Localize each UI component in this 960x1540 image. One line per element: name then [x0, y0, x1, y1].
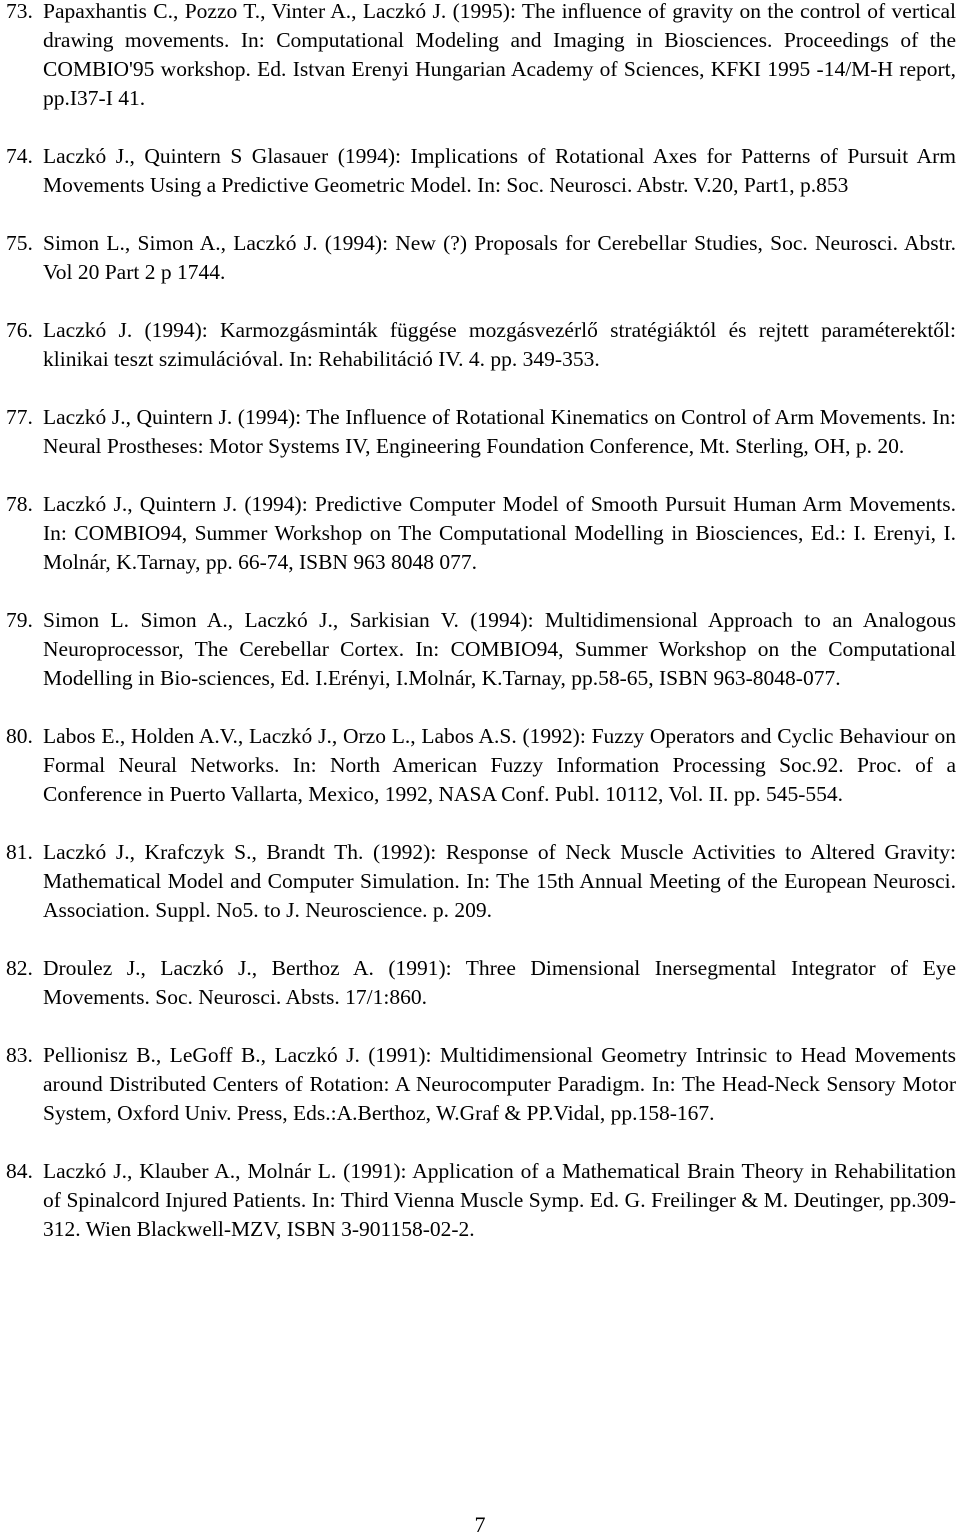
reference-text: Droulez J., Laczkó J., Berthoz A. (1991): Three Dimensional Inersegmental Integrator of Eye Movements. Soc. Neurosci. Absts. 17/1:860.	[43, 956, 956, 1009]
reference-text: Laczkó J., Quintern J. (1994): Predictive Computer Model of Smooth Pursuit Human Arm Movements. In: COMBIO94, Summer Workshop on The Computational Modelling in Biosciences, Ed.: I. Erenyi, I. Molnár, K.Tarnay, pp. 66-74, ISBN 963 8048 077.	[43, 492, 956, 574]
reference-number: 75.	[6, 231, 33, 255]
reference-item	[6, 722, 956, 809]
reference-number: 79.	[6, 608, 33, 632]
reference-text: Laczkó J., Krafczyk S., Brandt Th. (1992): Response of Neck Muscle Activities to Altered Gravity: Mathematical Model and Computer Simulation. In: The 15th Annual Meeting of the European Neurosci. Association. Suppl. No5. to J. Neuroscience. p. 209.	[43, 840, 956, 922]
reference-item	[6, 142, 956, 200]
reference-item	[6, 606, 956, 693]
reference-number: 82.	[6, 956, 33, 980]
reference-text: Labos E., Holden A.V., Laczkó J., Orzo L., Labos A.S. (1992): Fuzzy Operators and Cyclic Behaviour on Formal Neural Networks. In: North American Fuzzy Information Processing Soc.92. Proc. of a Conference in Puerto Vallarta, Mexico, 1992, NASA Conf. Publ. 10112, Vol. II. pp. 545-554.	[43, 724, 956, 806]
reference-text: Laczkó J., Quintern J. (1994): The Influence of Rotational Kinematics on Control of Arm Movements. In: Neural Prostheses: Motor Systems IV, Engineering Foundation Conference, Mt. Sterling, OH, p. 20.	[43, 405, 956, 458]
reference-text: Papaxhantis C., Pozzo T., Vinter A., Laczkó J. (1995): The influence of gravity on the control of vertical drawing movements. In: Computational Modeling and Imaging in Biosciences. Proceedings of the COMBIO'95 workshop. Ed. Istvan Erenyi Hungarian Academy of Sciences, KFKI 1995 -14/M-H report, pp.I37-I 41.	[43, 0, 956, 110]
reference-item	[6, 0, 956, 113]
reference-text: Simon L. Simon A., Laczkó J., Sarkisian V. (1994): Multidimensional Approach to an Analogous Neuroprocessor, The Cerebellar Cortex. In: COMBIO94, Summer Workshop on the Computational Modelling in Bio-sciences, Ed. I.Erényi, I.Molnár, K.Tarnay, pp.58-65, ISBN 963-8048-077.	[43, 608, 956, 690]
reference-text: Laczkó J., Klauber A., Molnár L. (1991): Application of a Mathematical Brain Theory in Rehabilitation of Spinalcord Injured Patients. In: Third Vienna Muscle Symp. Ed. G. Freilinger & M. Deutinger, pp.309-312. Wien Blackwell-MZV, ISBN 3-901158-02-2.	[43, 1159, 956, 1241]
reference-item	[6, 954, 956, 1012]
reference-text: Laczkó J., Quintern S Glasauer (1994): Implications of Rotational Axes for Patterns of Pursuit Arm Movements Using a Predictive Geometric Model. In: Soc. Neurosci. Abstr. V.20, Part1, p.853	[43, 144, 956, 197]
reference-number: 76.	[6, 318, 33, 342]
reference-text: Pellionisz B., LeGoff B., Laczkó J. (1991): Multidimensional Geometry Intrinsic to Head Movements around Distributed Centers of Rotation: A Neurocomputer Paradigm. In: The Head-Neck Sensory Motor System, Oxford Univ. Press, Eds.:A.Berthoz, W.Graf & PP.Vidal, pp.158-167.	[43, 1043, 956, 1125]
reference-item	[6, 490, 956, 577]
reference-list	[6, 0, 956, 1273]
reference-text: Laczkó J. (1994): Karmozgásminták függése mozgásvezérlő stratégiáktól és rejtett paraméterektől: klinikai teszt szimulációval. In: Rehabilitáció IV. 4. pp. 349-353.	[43, 318, 956, 371]
reference-number: 78.	[6, 492, 33, 516]
reference-item	[6, 316, 956, 374]
reference-number: 74.	[6, 144, 33, 168]
reference-number: 80.	[6, 724, 33, 748]
reference-item	[6, 1157, 956, 1244]
reference-item	[6, 403, 956, 461]
reference-number: 83.	[6, 1043, 33, 1067]
reference-item	[6, 1041, 956, 1128]
reference-number: 73.	[6, 0, 33, 23]
reference-number: 84.	[6, 1159, 33, 1183]
reference-number: 77.	[6, 405, 33, 429]
reference-number: 81.	[6, 840, 33, 864]
page-number: 7	[474, 1512, 486, 1537]
reference-item	[6, 229, 956, 287]
reference-item	[6, 838, 956, 925]
reference-text: Simon L., Simon A., Laczkó J. (1994): New (?) Proposals for Cerebellar Studies, Soc. Neurosci. Abstr. Vol 20 Part 2 p 1744.	[43, 231, 956, 284]
